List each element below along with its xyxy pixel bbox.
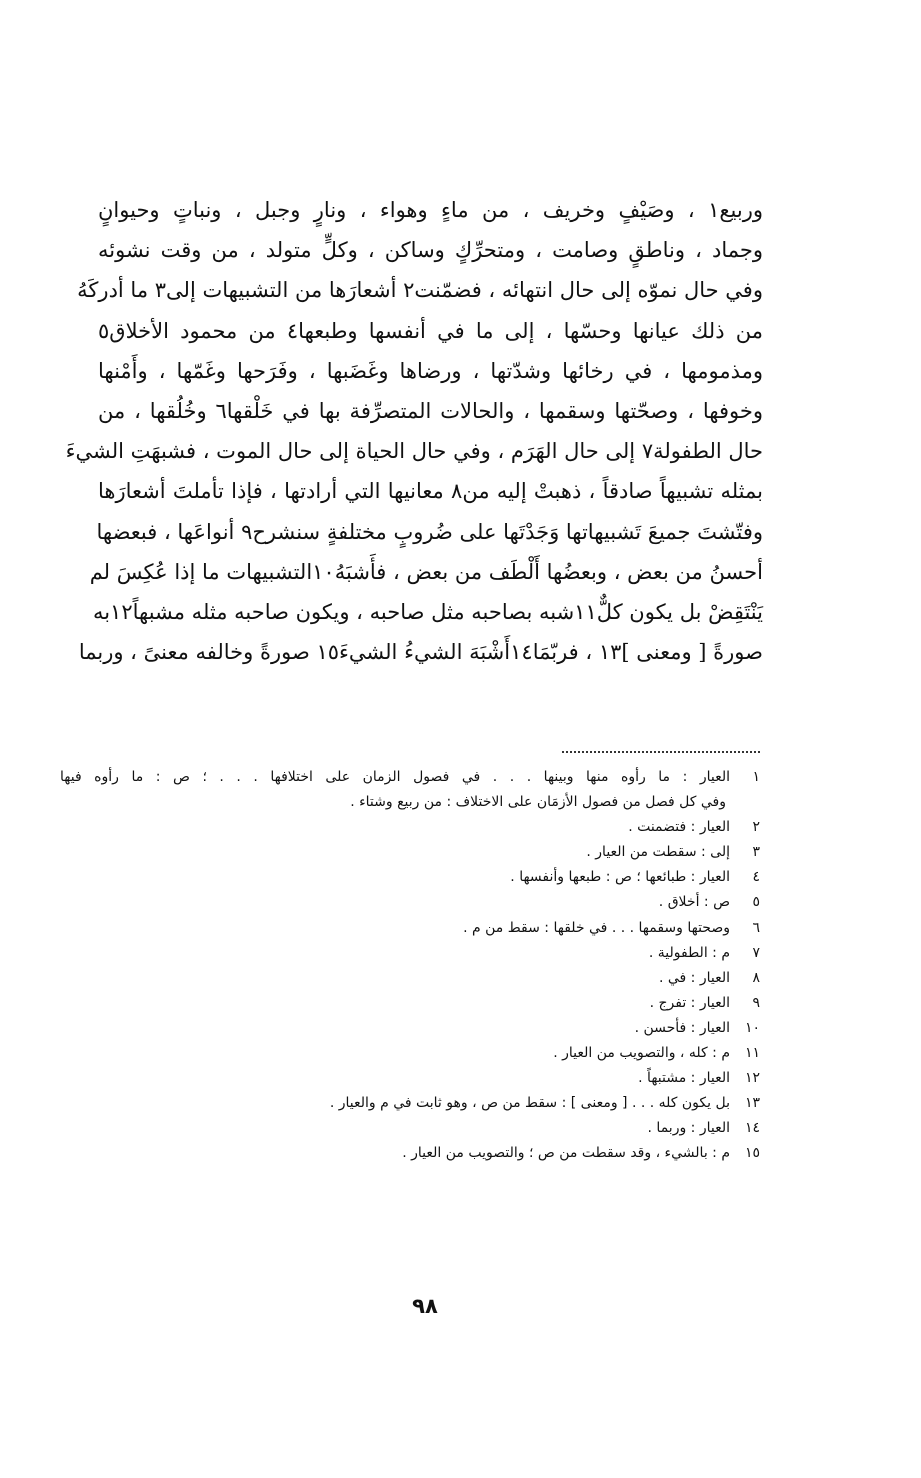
footnote-number: ١١ [744,1045,760,1062]
footnote-item [60,815,760,840]
footnote-number: ١٢ [744,1070,760,1087]
footnote-number: ٩ [752,994,760,1011]
text-line: ومذمومها ، في رخائها وشدّتها ، ورضاها وغَضَبها ، وفَرَحها وغَمّها ، وأَمْنها [98,358,763,383]
footnote-number: ١٥ [744,1145,760,1162]
footnote-text: بل يكون كله . . . [ ومعنى ] : سقط من ص ، وهو ثابت في م والعيار . [329,1095,730,1112]
footnote-text: العيار : طبائعها ؛ ص : طبعها وأنفسها . [510,869,730,886]
footnote-item [60,1141,760,1166]
footnote-number: ٣ [752,844,760,861]
text-line: وجماد ، وناطقٍ وصامت ، ومتحرِّكٍ وساكن ، وكلٍّ متولد ، من وقت نشوئه [98,238,763,263]
text-line: أحسنُ من بعض ، وبعضُها أَلْطَف من بعض ، فأَشبَهُ١٠التشبيهات ما إذا عُكِسَ لم [89,559,763,584]
footnote-number: ٧ [752,944,760,961]
footnote-item [60,1091,760,1116]
footnote-number: ١٤ [744,1120,760,1137]
footnote-item [60,966,760,991]
footnote-number: ٢ [752,819,760,836]
footnote-text: م : الطفولية . [648,944,730,961]
footnote-number: ١٣ [744,1095,760,1112]
text-line: من ذلك عيانها وحسّها ، إلى ما في أنفسها وطبعها٤ من محمود الأخلاق٥ [98,318,763,343]
footnote-text: العيار : تفرج . [649,994,730,1011]
footnote-item [60,890,760,915]
footnote-number: ٦ [752,919,760,936]
footnote-item [60,1041,760,1066]
footnote-item [60,991,760,1016]
text-line: وفتّشتَ جميعَ تَشبيهاتها وَجَدْتَها على ضُروبٍ مختلفةٍ سنشرح٩ أنواعَها ، فبعضها [96,519,763,544]
footnote-item [60,941,760,966]
text-line: يَنْتَقِضْ بل يكون كلٌّ١١شبه بصاحبه مثل صاحبه ، ويكون صاحبه مثله مشبهاً١٢به [92,599,763,624]
footnote-text: م : بالشيء ، وقد سقطت من ص ؛ والتصويب من العيار . [402,1145,730,1162]
footnote-number: ١ [752,769,760,785]
footnote-item [60,765,760,790]
main-text [65,190,763,672]
footnote-item [60,1116,760,1141]
footnote-number: ٤ [752,869,760,886]
footnote-item [60,1066,760,1091]
text-line: وربيع١ ، وصَيْفٍ وخريف ، من ماءٍ وهواء ، ونارٍ وجبل ، ونباتٍ وحيوانٍ [98,198,763,222]
text-line: بمثله تشبيهاً صادقاً ، ذهبتْ إليه من٨ معانيها التي أرادتها ، فإذا تأملتَ أشعارَها [98,479,763,504]
footnote-text: العيار : فأحسن . [634,1019,730,1036]
footnote-item [60,840,760,865]
text-line: صورةً [ ومعنى ]١٣ ، فربّمَا١٤أَشْبَهَ الشيءُ الشيءَ١٥ صورةً وخالفه معنىً ، وربما [78,640,763,665]
footnote-text: إلى : سقطت من العيار . [586,844,730,861]
footnote-text: م : كله ، والتصويب من العيار . [553,1045,730,1062]
footnote-number: ٨ [752,969,760,986]
footnote-text: العيار : فتضمنت . [628,819,730,836]
footnote-text: ص : أخلاق . [658,894,730,911]
footnote-text: وصحتها وسقمها . . . في خلقها : سقط من م . [463,919,730,936]
footnote-number: ١٠ [744,1019,760,1036]
footnote-item [60,865,760,890]
footnote-text: العيار : في . [658,969,730,986]
footnote-text: العيار : ما رأوه منها وبينها . . . في فصول الزمان على اختلافها . . . ؛ ص : ما رأوه فيها [60,769,730,785]
footnote-item [60,916,760,941]
footnote-separator [562,751,760,753]
footnote-continuation: وفي كل فصل من فصول الأزمَان على الاختلاف : من ربيع وشتاء . [350,794,726,811]
footnote-number: ٥ [752,894,760,911]
footnote-item [60,1016,760,1041]
text-line: وفي حال نموّه إلى حال انتهائه ، فضمّنت٢ أشعارَها من التشبيهات إلى٣ ما أدركَهُ [77,278,763,303]
footnote-text: العيار : مشتبهاً . [638,1070,730,1087]
footnotes [60,765,760,1167]
page-number: ٩٨ [412,1294,438,1318]
text-line: حال الطفولة٧ إلى حال الهَرَم ، وفي حال الحياة إلى حال الموت ، فشبهَتِ الشيءَ [65,439,763,464]
footnote-text: العيار : وربما . [647,1120,730,1137]
text-line: وخوفها ، وصحّتها وسقمها ، والحالات المتصرِّفة بها في خَلْقها٦ وخُلُقها ، من [98,398,763,423]
